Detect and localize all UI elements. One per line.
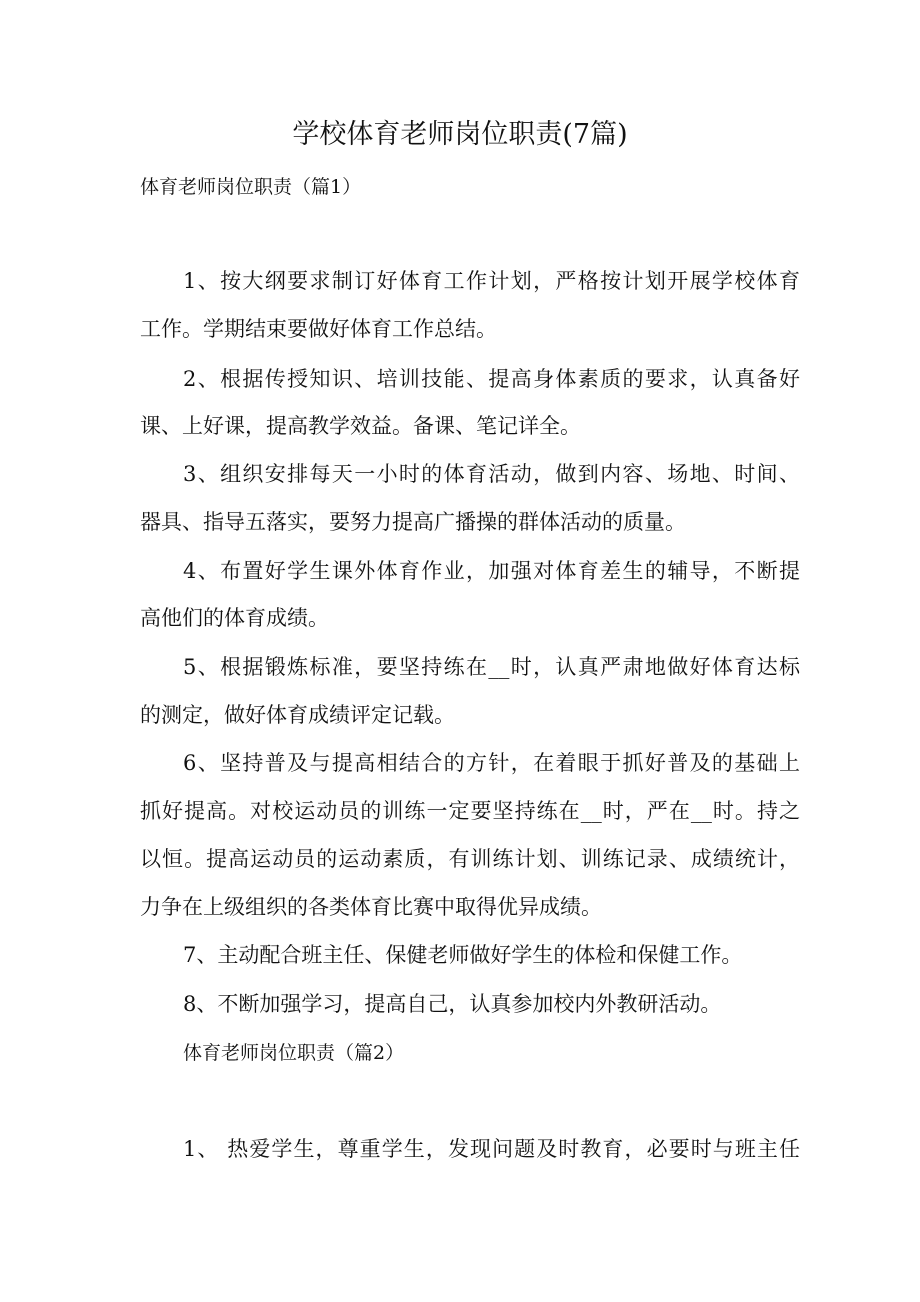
paragraph-2-line-2: 课、上好课，提高教学效益。备课、笔记详全。 xyxy=(140,414,581,438)
paragraph-1-line-1: 1、按大纲要求制订好体育工作计划，严格按计划开展学校体育 xyxy=(183,269,800,293)
paragraph-2-line-1: 2、根据传授知识、培训技能、提高身体素质的要求，认真备好 xyxy=(183,367,800,391)
paragraph-1-line-2: 工作。学期结束要做好体育工作总结。 xyxy=(140,317,497,341)
section-heading-1: 体育老师岗位职责（篇1） xyxy=(140,176,362,198)
paragraph-6-line-2: 抓好提高。对校运动员的训练一定要坚持练在__时，严在__时。持之 xyxy=(140,799,800,823)
section-heading-2: 体育老师岗位职责（篇2） xyxy=(183,1042,405,1064)
paragraph-8-line-1: 8、不断加强学习，提高自己，认真参加校内外教研活动。 xyxy=(183,992,722,1016)
paragraph-7-line-1: 7、主动配合班主任、保健老师做好学生的体检和保健工作。 xyxy=(183,943,743,967)
paragraph-5-line-1: 5、根据锻炼标准，要坚持练在__时，认真严肃地做好体育达标 xyxy=(183,655,800,679)
paragraph-4-line-2: 高他们的体育成绩。 xyxy=(140,606,329,630)
paragraph-3-line-1: 3、组织安排每天一小时的体育活动，做到内容、场地、时间、 xyxy=(183,462,800,486)
paragraph-3-line-2: 器具、指导五落实，要努力提高广播操的群体活动的质量。 xyxy=(140,510,686,534)
paragraph-6-line-1: 6、坚持普及与提高相结合的方针，在着眼于抓好普及的基础上 xyxy=(183,751,800,775)
paragraph-5-line-2: 的测定，做好体育成绩评定记载。 xyxy=(140,703,455,727)
document-title: 学校体育老师岗位职责(7篇) xyxy=(292,119,628,150)
paragraph-6-line-4: 力争在上级组织的各类体育比赛中取得优异成绩。 xyxy=(140,895,602,919)
section-2-paragraph-1-line-1: 1、 热爱学生，尊重学生，发现问题及时教育，必要时与班主任 xyxy=(183,1137,800,1161)
paragraph-4-line-1: 4、布置好学生课外体育作业，加强对体育差生的辅导，不断提 xyxy=(183,559,800,583)
paragraph-6-line-3: 以恒。提高运动员的运动素质，有训练计划、训练记录、成绩统计， xyxy=(140,847,800,871)
